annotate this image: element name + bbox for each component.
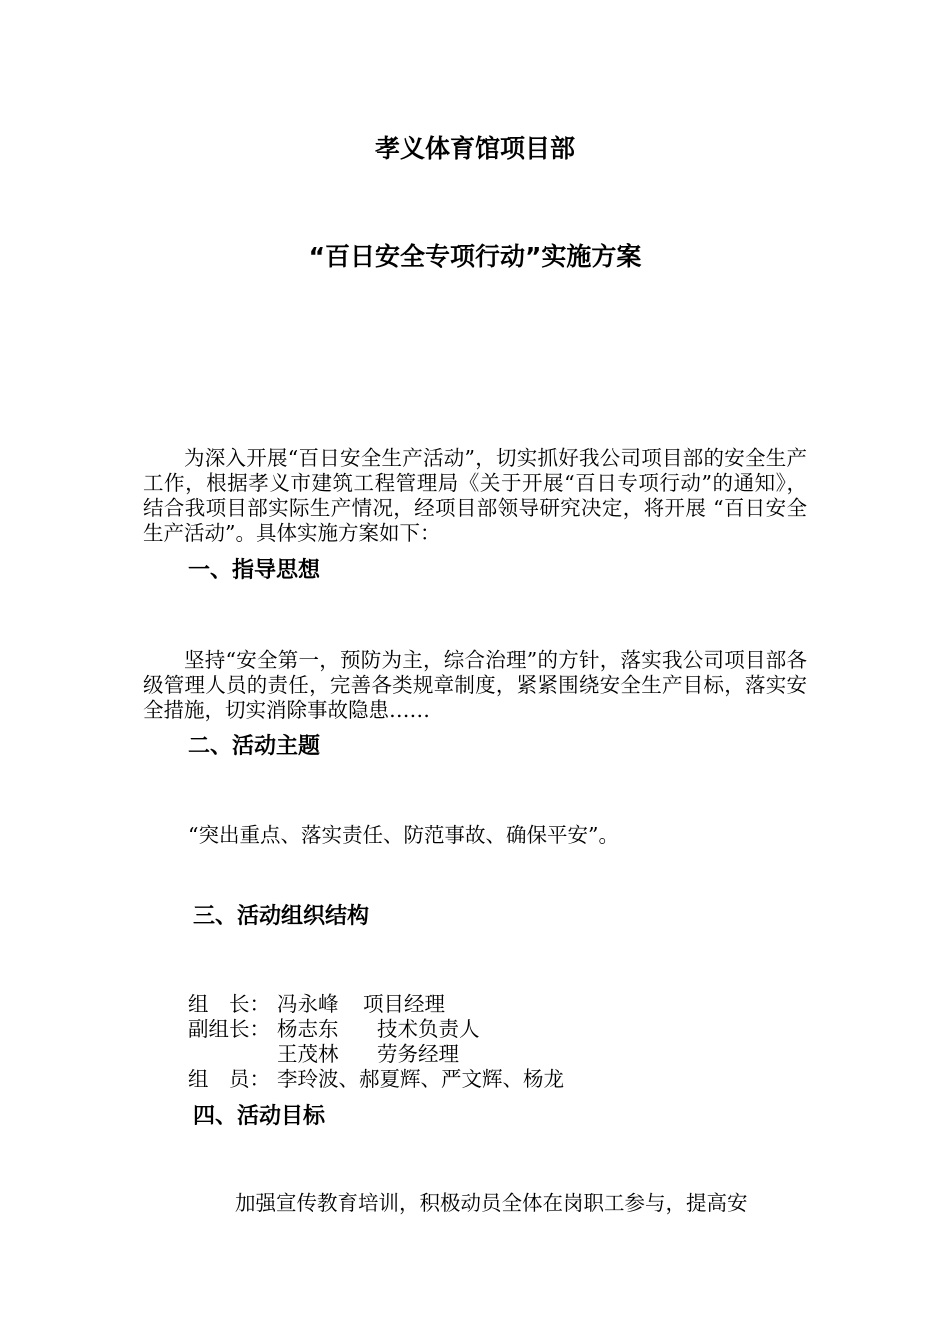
org-title: 项目经理 [363,992,445,1016]
org-role: 组 员： [188,1067,270,1091]
section-heading-activity-goals: 四、活动目标 [193,1104,326,1129]
guiding-ideology-paragraph: 坚持“安全第一，预防为主，综合治理”的方针，落实我公司项目部各级管理人员的责任，完善各类规章制度，紧紧围绕安全生产目标，落实安全措施，切实消除事故隐患…… [143,648,807,722]
org-title: 技术负责人 [377,1017,480,1041]
org-role: 副组长： [188,1017,270,1041]
org-title: 劳务经理 [377,1042,459,1066]
intro-paragraph: 为深入开展“百日安全生产活动”，切实抓好我公司项目部的安全生产工作，根据孝义市建筑工程管理局《关于开展“百日专项行动”的通知》，结合我项目部实际生产情况，经项目部领导研究决定，将开展 “百日安全生产活动”。具体实施方案如下： [143,446,807,545]
document-subtitle: “百日安全专项行动”实施方案 [308,242,642,271]
section-heading-guiding-ideology: 一、指导思想 [188,558,321,583]
activity-goals-text: 加强宣传教育培训，积极动员全体在岗职工参与，提高安 [235,1191,748,1215]
section-heading-activity-theme: 二、活动主题 [188,734,321,759]
document-title: 孝义体育馆项目部 [374,134,575,163]
org-name: 李玲波、郝夏辉、严文辉、杨龙 [277,1067,564,1091]
activity-theme-text: “突出重点、落实责任、防范事故、确保平安”。 [188,823,619,847]
section-heading-organization: 三、活动组织结构 [193,904,370,929]
org-name: 冯永峰 [277,992,339,1016]
org-role: 组 长： [188,992,270,1016]
org-name: 杨志东 [277,1017,339,1041]
org-name: 王茂林 [277,1042,339,1066]
